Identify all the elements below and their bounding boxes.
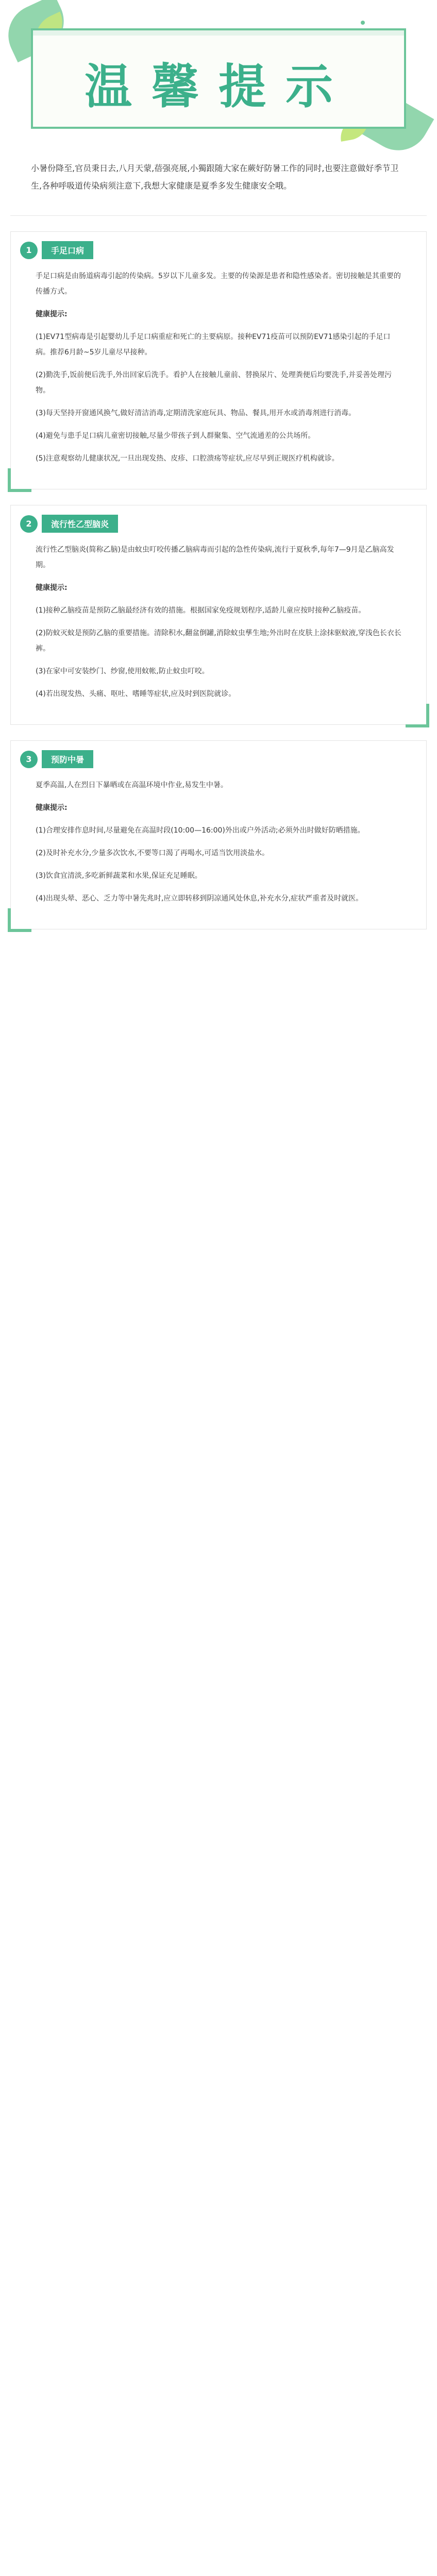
section-heatstroke (10, 740, 427, 929)
paragraph: (4)避免与患手足口病儿童密切接触,尽量少带孩子到人群聚集、空气流通差的公共场所。 (36, 432, 315, 440)
corner-decoration (406, 704, 429, 727)
paragraph: (3)在家中可安装纱门、纱窗,使用蚊帐,防止蚊虫叮咬。 (36, 667, 209, 675)
paragraph: (1)EV71型病毒是引起婴幼儿手足口病重症和死亡的主要病原。接种EV71疫苗可以预防EV71感染引起的手足口病。推荐6月龄~5岁儿童尽早接种。 (36, 333, 391, 357)
section-encephalitis (10, 505, 427, 725)
section-number: 3 (20, 751, 38, 768)
paragraph: (2)勤洗手,饭前便后洗手,外出回家后洗手。看护人在接触儿童前、替换尿片、处理粪便后均要洗手,并妥善处理污物。 (36, 371, 392, 395)
paragraph: (1)接种乙脑疫苗是预防乙脑最经济有效的措施。根据国家免疫规划程序,适龄儿童应按时接种乙脑疫苗。 (36, 606, 366, 615)
paragraph: 手足口病是由肠道病毒引起的传染病。5岁以下儿童多发。主要的传染源是患者和隐性感染者。密切接触是其重要的传播方式。 (36, 272, 401, 296)
paragraph: (3)饮食宜清淡,多吃新鲜蔬菜和水果,保证充足睡眠。 (36, 872, 202, 880)
paragraph: 夏季高温,人在烈日下暴晒或在高温环境中作业,易发生中暑。 (36, 781, 228, 789)
header-banner (0, 0, 437, 155)
section-number: 1 (20, 242, 38, 259)
page-title: 温馨提示 (84, 59, 352, 114)
paragraph: (3)每天坚持开窗通风换气,做好清洁消毒,定期清洗家庭玩具、物品、餐具,用开水或消毒剂进行消毒。 (36, 409, 356, 417)
paragraph: (5)注意观察幼儿健康状况,一旦出现发热、皮疹、口腔溃疡等症状,应尽早到正规医疗机构就诊。 (36, 454, 339, 463)
tips-heading: 健康提示: (36, 584, 68, 592)
intro-text: 小暑份降至,官员秉日去,八月天蒙,蓓强亮展,小獨跟随大家在蕨好防暑工作的同时,也要注意做好季节卫生,各种呼吸道传染病须注意下,我想大家健康是夏季多发生健康安全哦。 (31, 163, 399, 191)
section-hand-foot-mouth (10, 231, 427, 489)
paragraph: (2)及时补充水分,少量多次饮水,不要等口渴了再喝水,可适当饮用淡盐水。 (36, 849, 270, 857)
corner-decoration (8, 468, 31, 492)
tips-heading: 健康提示: (36, 310, 68, 318)
paragraph: 流行性乙型脑炎(简称乙脑)是由蚊虫叮咬传播乙脑病毒而引起的急性传染病,流行于夏秋季,每年7—9月是乙脑高发期。 (36, 546, 394, 569)
corner-decoration (8, 908, 31, 932)
section-tag: 预防中暑 (42, 750, 93, 768)
tips-heading: 健康提示: (36, 804, 68, 812)
paragraph: (1)合理安排作息时间,尽量避免在高温时段(10:00—16:00)外出或户外活动;必须外出时做好防晒措施。 (36, 826, 365, 835)
page (0, 0, 437, 945)
divider (10, 215, 427, 216)
paragraph: (4)若出现发热、头痛、呕吐、嗜睡等症状,应及时到医院就诊。 (36, 690, 236, 698)
section-tag: 流行性乙型脑炎 (42, 515, 118, 533)
dot-decoration (361, 21, 365, 25)
paragraph: (4)出现头晕、恶心、乏力等中暑先兆时,应立即转移到阴凉通风处休息,补充水分,症状严重者及时就医。 (36, 894, 363, 903)
section-tag: 手足口病 (42, 241, 93, 259)
paragraph: (2)防蚊灭蚊是预防乙脑的重要措施。清除积水,翻盆倒罐,消除蚊虫孳生地;外出时在皮肤上涂抹驱蚊液,穿浅色长衣长裤。 (36, 629, 401, 653)
section-number: 2 (20, 515, 38, 533)
